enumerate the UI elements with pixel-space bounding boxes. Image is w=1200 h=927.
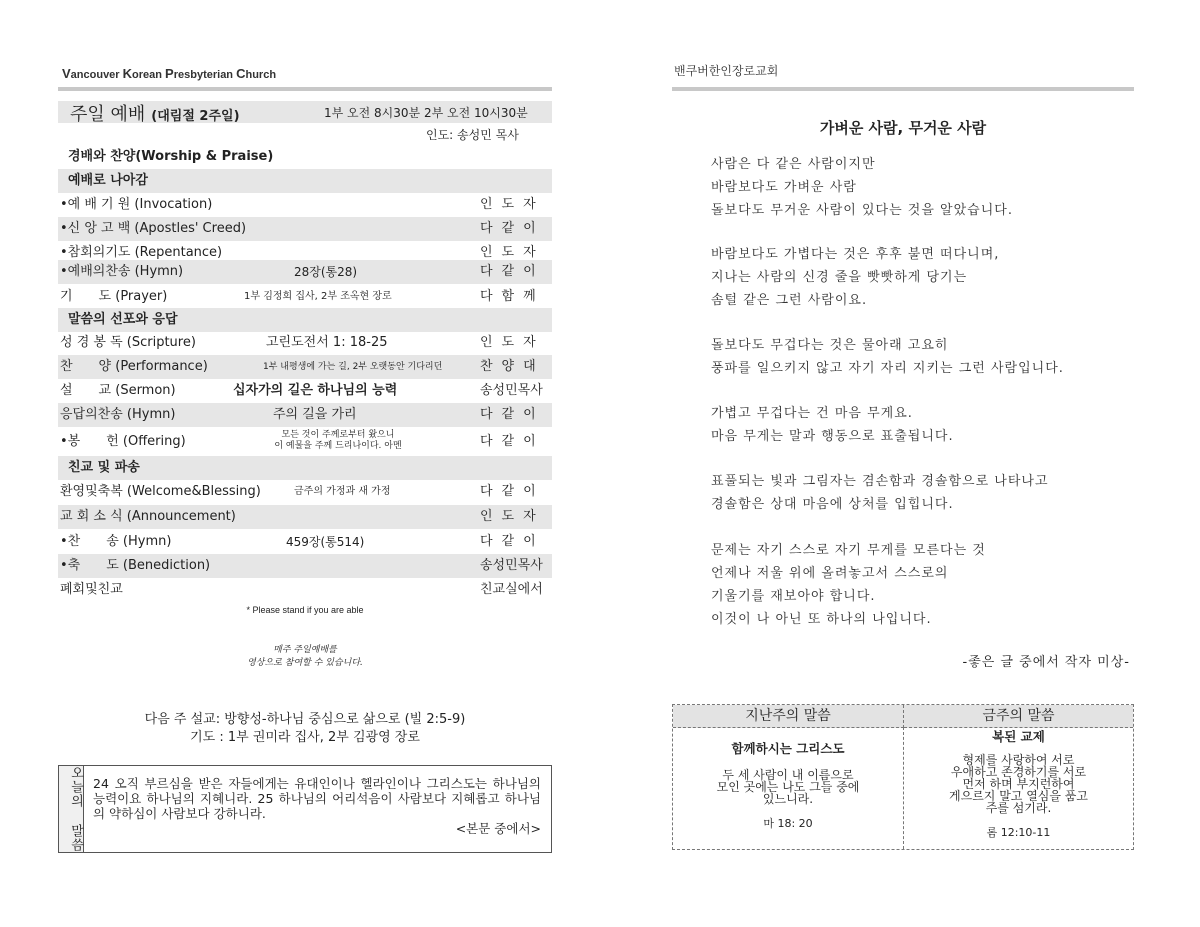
- poem-line: 이것이 나 아닌 또 하나의 나입니다.: [711, 612, 932, 627]
- poem-line: 기울기를 재보아야 합니다.: [711, 589, 876, 604]
- verse-title: 복된 교제: [992, 729, 1045, 744]
- poem-line: 풍파를 일으키지 않고 자기 자리 지키는 그런 사람입니다.: [711, 361, 1064, 376]
- order-row: •축 도 (Benediction) 송성민목사: [58, 554, 552, 578]
- stand-note: * Please stand if you are able: [246, 605, 364, 615]
- church-name-english: Vancouver Korean Presbyterian Church: [62, 66, 277, 81]
- order-row: 성 경 봉 독 (Scripture) 고린도전서 1: 18-25 인도자: [60, 335, 545, 350]
- verse-reference: 롬 12:10-11: [986, 826, 1051, 839]
- order-row: 기 도 (Prayer) 1부 김정희 집사, 2부 조옥현 장로 다함께: [60, 289, 545, 304]
- section-heading: 말씀의 선포와 응답: [58, 308, 552, 332]
- verse-text: 형제를 사랑하여 서로 우애하고 존경하기를 서로 먼저 하며 부지런하여 게으르지 말고 열심을 품고 주를 섬기라.: [949, 753, 1088, 815]
- order-row: 환영및축복 (Welcome&Blessing) 금주의 가정과 새 가정 다같이: [60, 484, 545, 499]
- poem-line: 표풀되는 빛과 그림자는 겸손함과 경솔함으로 나타나고: [711, 474, 1049, 489]
- verse-table: [672, 704, 1134, 850]
- order-row: 교 회 소 식 (Announcement) 인도자: [58, 505, 552, 529]
- order-row: •예배의찬송 (Hymn) 28장(통28) 다같이: [58, 260, 552, 284]
- poem-line: 언제나 저울 위에 올려놓고서 스스로의: [711, 566, 949, 581]
- next-week-info: 다음 주 설교: 방향성-하나님 중심으로 삶으로 (빌 2:5-9) 기도 : 1부 권미라 집사, 2부 김광영 장로: [144, 712, 466, 745]
- section-heading: 예배로 나아감: [58, 169, 552, 193]
- order-row: •찬 송 (Hymn) 459장(통514) 다같이: [60, 534, 545, 549]
- poem-line: 솜털 같은 그런 사람이요.: [711, 293, 868, 308]
- todays-word-label: 오늘의 말씀: [59, 766, 84, 852]
- order-row: 설 교 (Sermon) 십자가의 길은 하나님의 능력 송성민목사: [60, 383, 543, 398]
- todays-word-text: 24 오직 부르심을 받은 자들에게는 유대인이나 헬라인이나 그리스도는 하나님의 능력이요 하나님의 지혜니라. 25 하나님의 어리석음이 사람보다 지혜롭고 하나님의 약하심이 사람보다 강하니라. <본문 중에서>: [93, 776, 541, 836]
- service-times: 1부 오전 8시30분 2부 오전 10시30분: [324, 106, 528, 120]
- poem-line: 돌보다도 무겁다는 것은 물아래 고요히: [711, 338, 949, 353]
- order-row: •봉 헌 (Offering) 모든 것이 주께로부터 왔으니 이 예물을 주께 드리나이다. 아멘 다같이: [60, 430, 545, 451]
- order-row: 폐회및친교 친교실에서: [60, 582, 543, 597]
- header-divider: [58, 87, 552, 91]
- poem-line: 경솔함은 상대 마음에 상처를 입힙니다.: [711, 497, 954, 512]
- last-week-verse: [673, 727, 903, 831]
- order-row: •신 앙 고 백 (Apostles' Creed) 다같이: [58, 217, 552, 241]
- poem-line: 문제는 자기 스스로 자기 무게를 모른다는 것: [711, 543, 986, 558]
- church-name-korean: 밴쿠버한인장로교회: [674, 64, 779, 78]
- poem-line: 마음 무게는 말과 행동으로 표출됩니다.: [711, 429, 954, 444]
- order-row: 찬 양 (Performance) 1부 내평생에 가는 길, 2부 오랫동안 기다리던 찬양대: [58, 355, 552, 379]
- poem-credit: -좋은 글 중에서 작자 미상-: [962, 655, 1130, 670]
- poem-line: 돌보다도 무거운 사람이 있다는 것을 알았습니다.: [711, 203, 1013, 218]
- order-row: •예 배 기 원 (Invocation) 인도자: [60, 197, 545, 212]
- this-week-heading: 금주의 말씀: [904, 705, 1133, 728]
- video-note: 매주 주일예배를 영상으로 참여할 수 있습니다.: [247, 645, 363, 668]
- verse-reference: 마 18: 20: [763, 817, 813, 830]
- verse-text: 두 세 사람이 내 이름으로 모인 곳에는 나도 그들 중에 있느니라.: [716, 768, 860, 806]
- section-heading: 친교 및 파송: [58, 456, 552, 480]
- this-week-verse: [904, 727, 1133, 840]
- section-heading: 경배와 찬양(Worship & Praise): [68, 149, 274, 164]
- order-row: •참회의기도 (Repentance) 인도자: [60, 245, 545, 260]
- verse-title: 함께하시는 그리스도: [731, 741, 845, 756]
- worship-title: 주일 예배 (대림절 2주일): [70, 104, 240, 125]
- poem-line: 바람보다도 가볍다는 것은 후후 불면 떠다니며,: [711, 247, 1000, 262]
- poem-line: 사람은 다 같은 사람이지만: [711, 157, 876, 172]
- todays-word-source: <본문 중에서>: [455, 821, 541, 836]
- header-divider: [672, 87, 1134, 91]
- poem-line: 바람보다도 가벼운 사람: [711, 180, 857, 195]
- last-week-heading: 지난주의 말씀: [673, 705, 904, 728]
- poem-title: 가벼운 사람, 무거운 사람: [819, 119, 987, 137]
- service-leader: 인도: 송성민 목사: [426, 128, 519, 142]
- order-row: 응답의찬송 (Hymn) 주의 길을 가리 다같이: [58, 403, 552, 427]
- poem-line: 지나는 사람의 신경 줄을 빳빳하게 당기는: [711, 270, 968, 285]
- poem-line: 가볍고 무겁다는 건 마음 무게요.: [711, 406, 913, 421]
- todays-word-box: [58, 765, 552, 853]
